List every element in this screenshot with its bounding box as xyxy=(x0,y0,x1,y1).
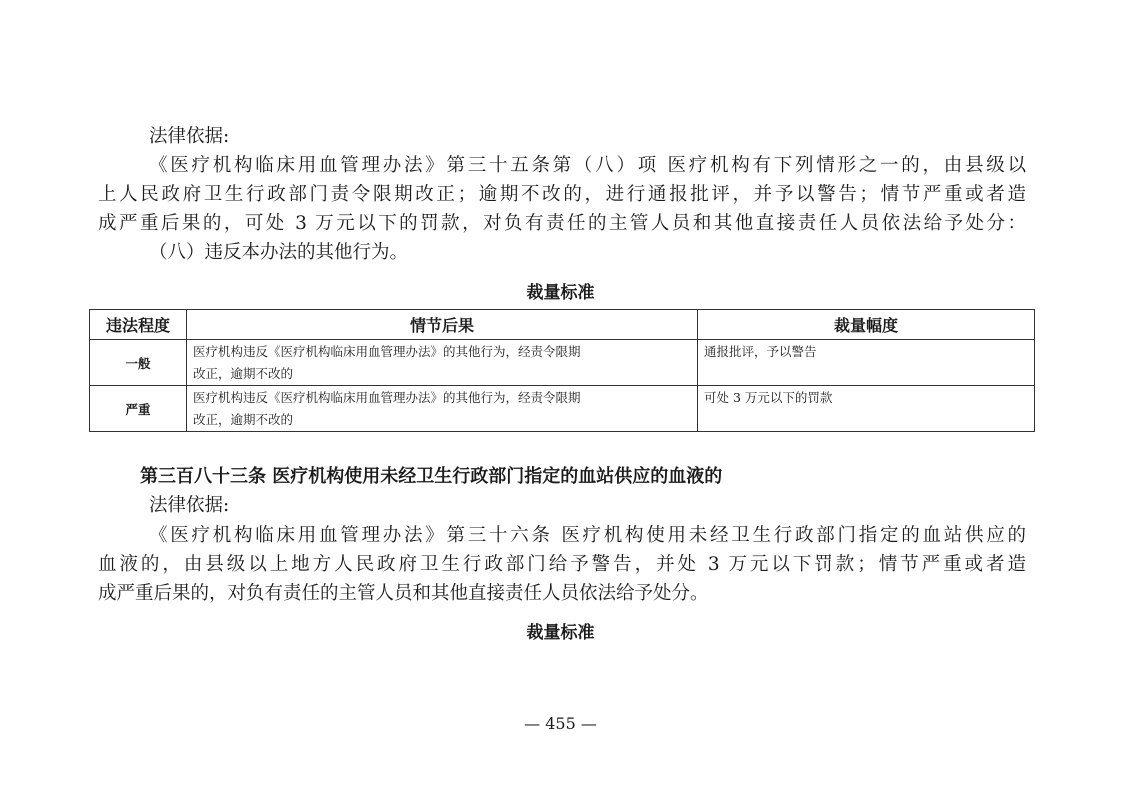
cell-line: 改正，逾期不改的 xyxy=(193,366,294,381)
article-title: 第三百八十三条 医疗机构使用未经卫生行政部门指定的血站供应的血液的 xyxy=(140,466,723,487)
legal-basis-label: 法律依据: xyxy=(149,126,230,147)
range-cell: 通报批评，予以警告 xyxy=(698,340,1035,386)
level-cell: 严重 xyxy=(90,386,187,432)
page-number: — 455 — xyxy=(524,714,597,733)
table-header-row xyxy=(90,310,1035,340)
cell-line: 改正，逾期不改的 xyxy=(193,412,294,427)
header-discretion-range: 裁量幅度 xyxy=(698,310,1035,340)
header-circumstances: 情节后果 xyxy=(187,310,698,340)
paragraph-line: 上人民政府卫生行政部门责令限期改正；逾期不改的，进行通报批评，并予以警告；情节严重或者造 xyxy=(98,184,1026,205)
paragraph-line: 《医疗机构临床用血管理办法》第三十五条第（八）项 医疗机构有下列情形之一的，由县级以 xyxy=(149,155,1026,176)
paragraph-line: 成严重后果的，对负有责任的主管人员和其他直接责任人员依法给予处分。 xyxy=(98,583,709,604)
level-cell: 一般 xyxy=(90,340,187,386)
table-title: 裁量标准 xyxy=(526,283,595,303)
discretion-standard-table xyxy=(89,309,1035,432)
cell-line: 医疗机构违反《医疗机构临床用血管理办法》的其他行为，经责令限期 xyxy=(193,344,581,359)
table-row xyxy=(90,386,1035,432)
cell-line: 医疗机构违反《医疗机构临床用血管理办法》的其他行为，经责令限期 xyxy=(193,390,581,405)
paragraph-line: 《医疗机构临床用血管理办法》第三十六条 医疗机构使用未经卫生行政部门指定的血站供应的 xyxy=(149,525,1026,546)
table-row xyxy=(90,340,1035,386)
paragraph-line: （八）违反本办法的其他行为。 xyxy=(149,242,409,263)
paragraph-line: 血液的，由县级以上地方人民政府卫生行政部门给予警告，并处 3 万元以下罚款；情节严重或者造 xyxy=(98,554,1026,575)
table-title: 裁量标准 xyxy=(526,623,595,643)
paragraph-line: 成严重后果的，可处 3 万元以下的罚款，对负有责任的主管人员和其他直接责任人员依法给予处分： xyxy=(98,213,1026,234)
circumstance-cell xyxy=(187,340,698,386)
range-cell: 可处 3 万元以下的罚款 xyxy=(698,386,1035,432)
legal-basis-label: 法律依据: xyxy=(149,495,230,516)
header-violation-degree: 违法程度 xyxy=(90,310,187,340)
circumstance-cell xyxy=(187,386,698,432)
